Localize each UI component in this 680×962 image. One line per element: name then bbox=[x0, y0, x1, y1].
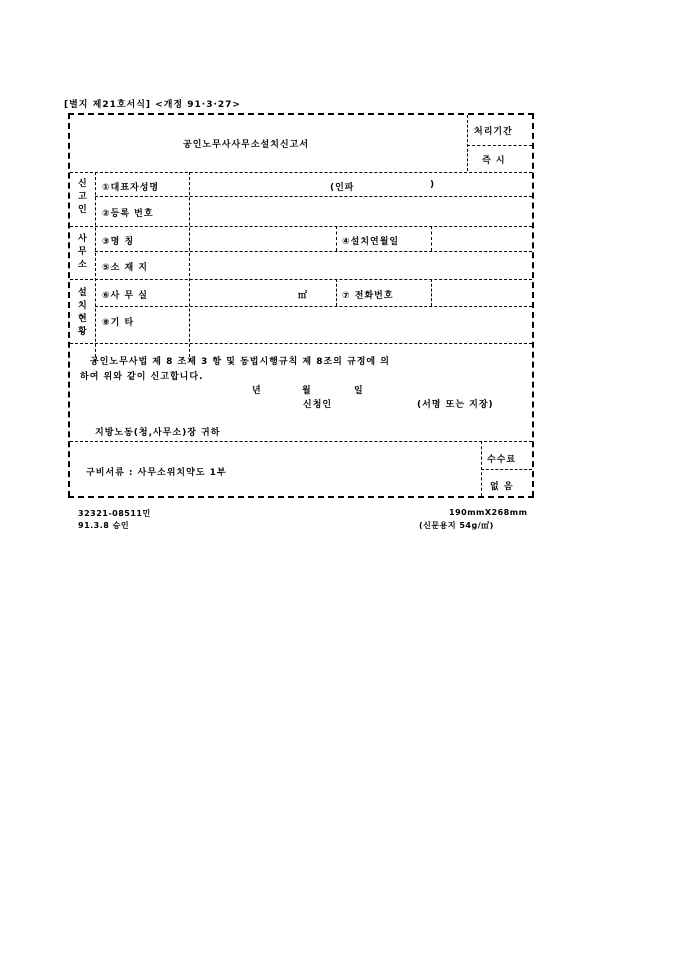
declaration-line-2: 하여 위와 같이 신고합니다. bbox=[80, 372, 204, 382]
representative-name-label: ①대표자성명 bbox=[102, 183, 160, 193]
declarant-label: 신청인 bbox=[303, 400, 333, 410]
fee-label: 수수료 bbox=[487, 455, 517, 465]
date-day: 일 bbox=[354, 386, 364, 396]
signature-note: (서명 또는 지장) bbox=[417, 400, 494, 410]
area-unit: ㎡ bbox=[298, 291, 309, 301]
seal-mark-close: ) bbox=[430, 180, 436, 190]
registration-number-label: ②등록 번호 bbox=[102, 209, 154, 219]
fee-value: 없 음 bbox=[490, 482, 514, 492]
required-documents: 구비서류 : 사무소위치약도 1부 bbox=[86, 468, 227, 478]
addressee: 지방노동(청,사무소)장 귀하 bbox=[95, 428, 221, 438]
install-date-label: ④설치연월일 bbox=[342, 237, 400, 247]
form-number-label: [별지 제21호서식] <개정 91·3·27> bbox=[64, 100, 241, 110]
form-title: 공인노무사사무소설치신고서 bbox=[183, 140, 310, 150]
approval-date: 91.3.8 승인 bbox=[78, 521, 130, 530]
date-month: 월 bbox=[302, 386, 312, 396]
declaration-line-1: 공인노무사법 제 8 조제 3 항 및 동법시행규칙 제 8조의 규정에 의 bbox=[90, 357, 390, 367]
form-code: 32321-08511민 bbox=[78, 509, 151, 518]
processing-period-value: 즉 시 bbox=[482, 156, 506, 166]
facility-group-label: 설 치 현 황 bbox=[78, 288, 88, 337]
date-year: 년 bbox=[252, 386, 262, 396]
phone-label: ⑦ 전화번호 bbox=[342, 291, 394, 301]
processing-period-label: 처리기간 bbox=[474, 127, 513, 137]
seal-mark: (인파 bbox=[330, 183, 355, 193]
office-group-label: 사 무 소 bbox=[78, 234, 88, 270]
applicant-group-label: 신 고 인 bbox=[78, 179, 88, 215]
office-name-label: ③명 칭 bbox=[102, 237, 135, 247]
address-label: ⑤소 재 지 bbox=[102, 263, 148, 273]
other-label: ⑧기 타 bbox=[102, 318, 135, 328]
paper-type: (신문용지 54g/㎡) bbox=[419, 521, 494, 530]
office-area-label: ⑥사 무 실 bbox=[102, 291, 148, 301]
paper-size: 190mmX268mm bbox=[449, 508, 528, 517]
